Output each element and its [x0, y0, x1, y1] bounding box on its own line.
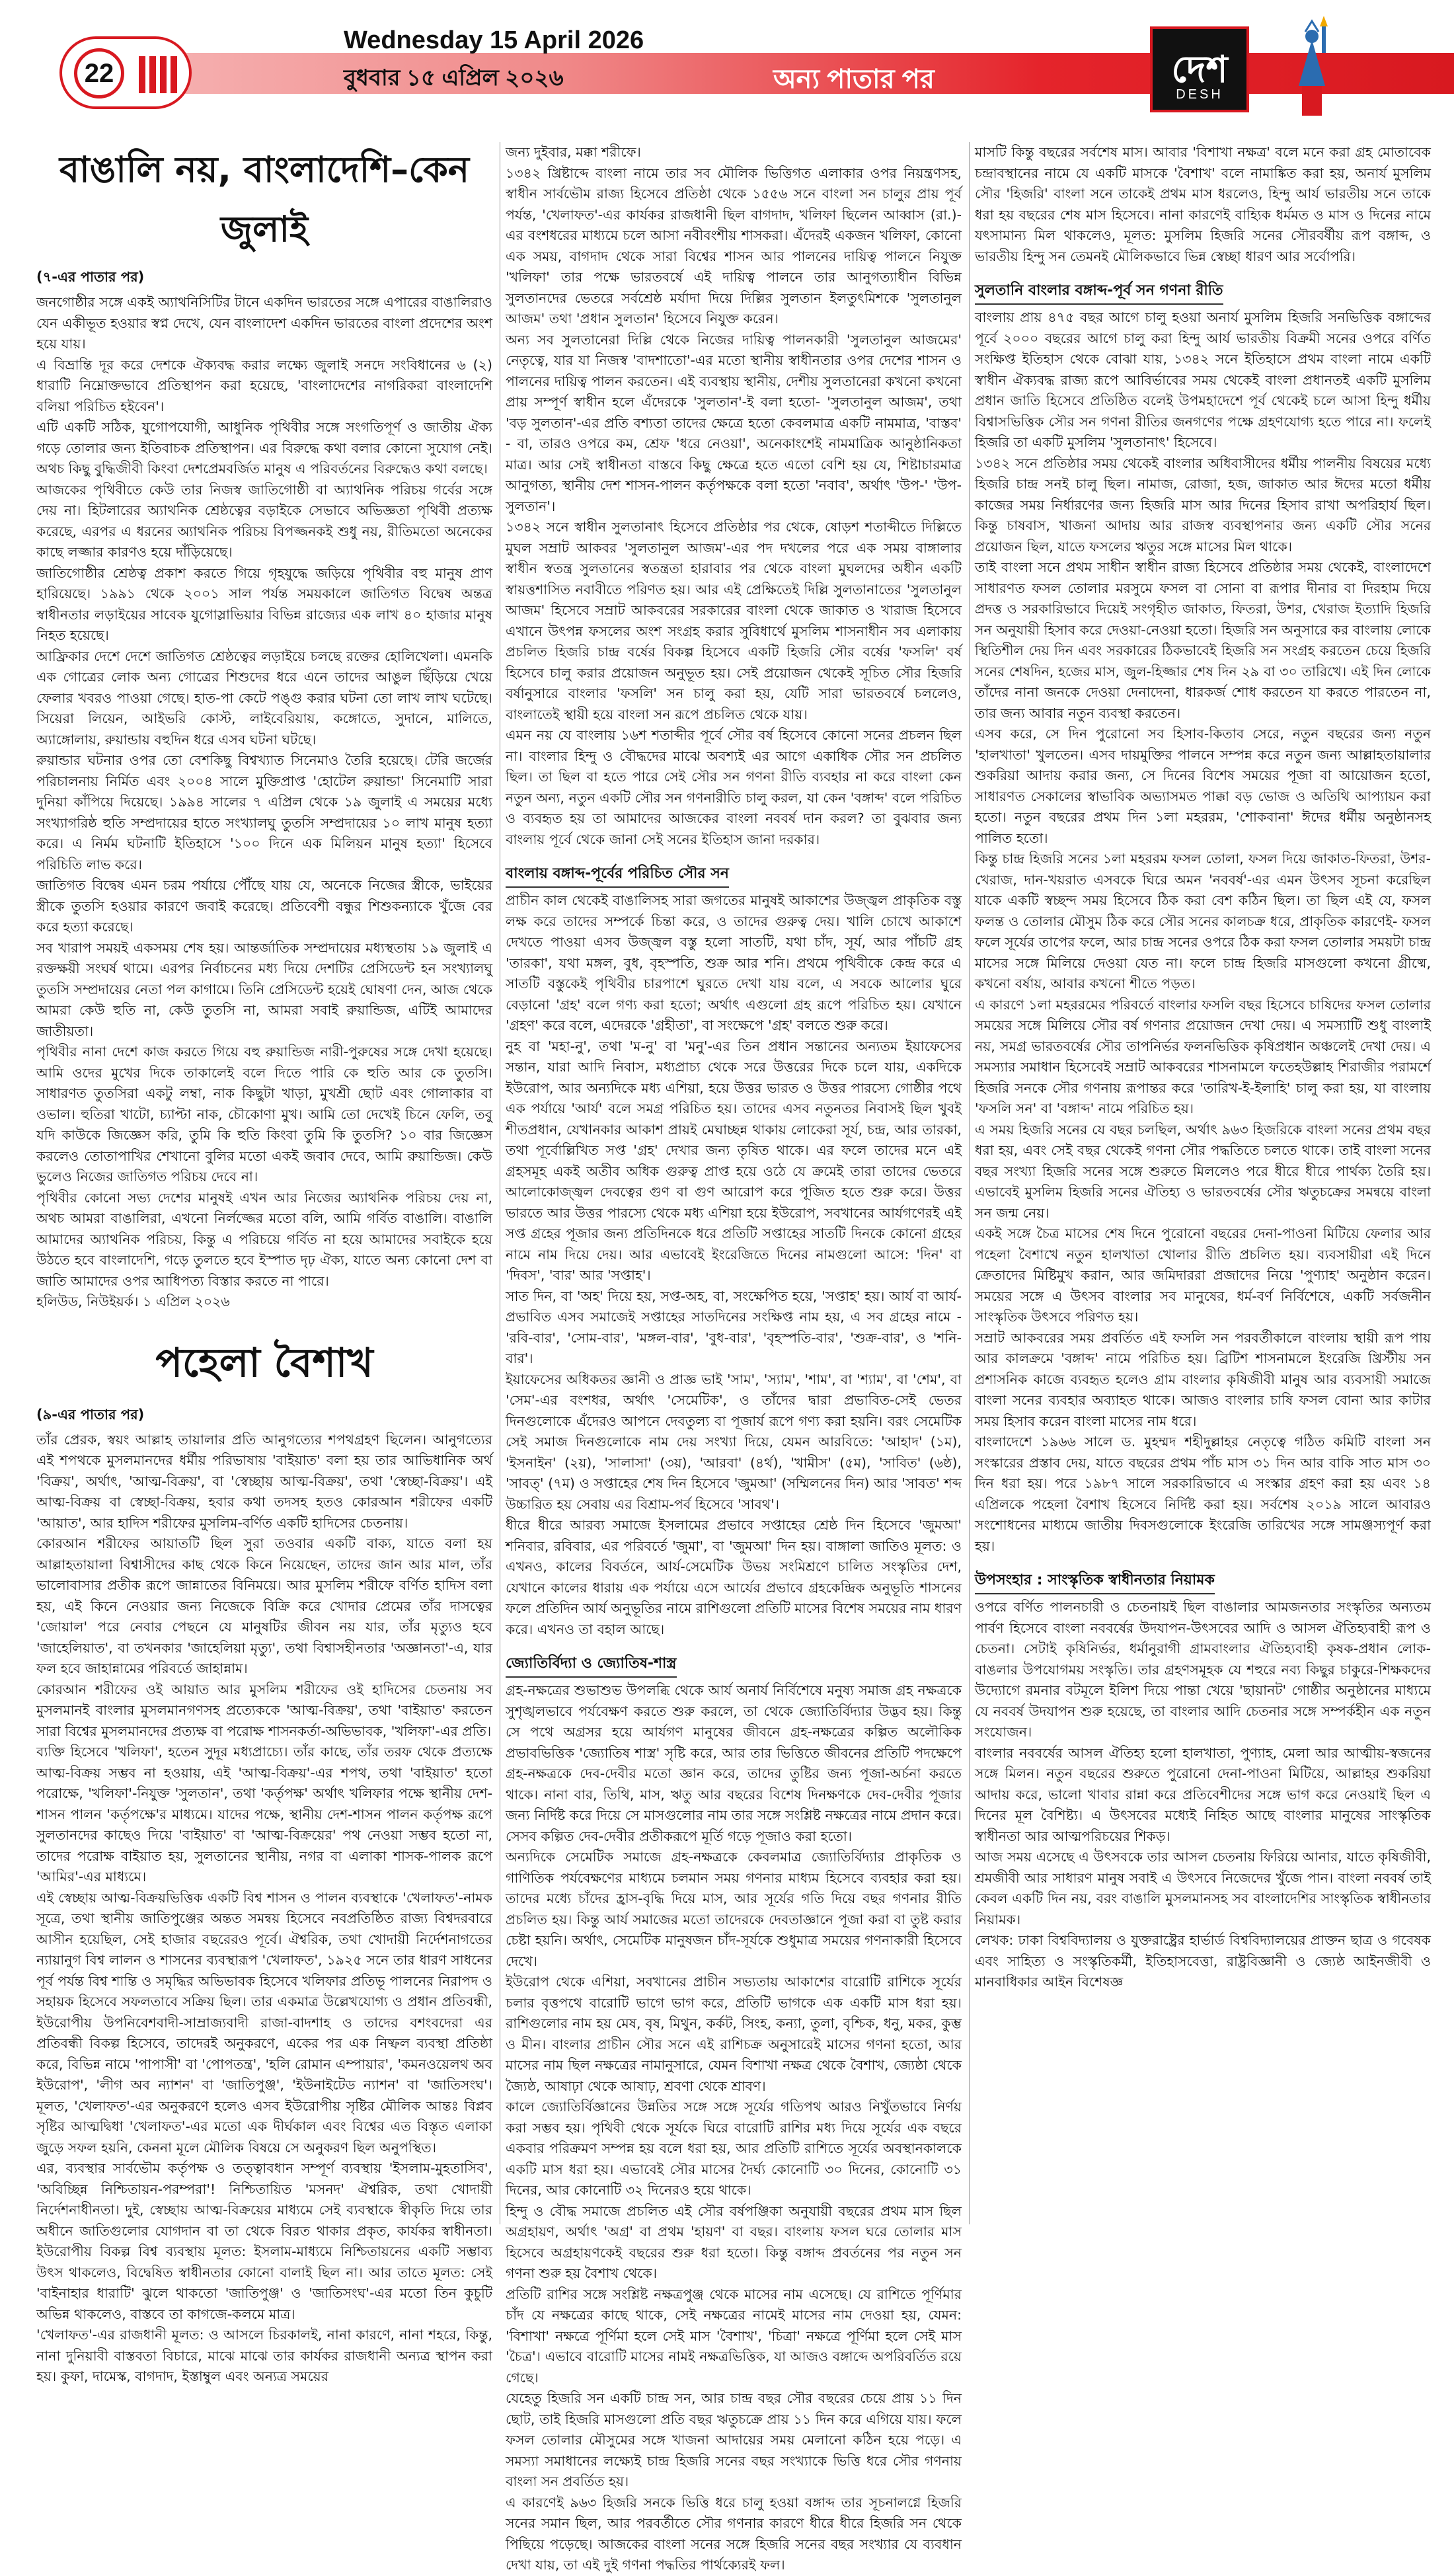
paragraph: পৃথিবীর কোনো সভ্য দেশের মানুষই এখন আর নিজের অ্যাথনিক পরিচয় দেয় না, অথচ আমরা বাঙালিরা, এখনো নির্লজ্জের মতো বলি, আমি গর্বিত বাঙালি। বাঙালি আমাদের অ্যাথনিক পরিচয়, কিন্তু এ পরিচয়ে গর্বিত না হয়ে আমাদের সবাইকে হয়ে উঠতে হবে বাংলাদেশি, গড়ে তুলতে হবে ইস্পাত দৃঢ় ঐক্য, যাতে অন্য কোনো দেশ বা জাতি আমাদের ওপর আধিপত্য বিস্তার করতে না পারে। — [36, 1189, 492, 1289]
paragraph: তাই বাংলা সনে প্রথম সাধীন স্বাধীন রাজ্য হিসেবে প্রতিষ্ঠার সময় থেকেই, বাংলাদেশে সাধারণত ফসল তোলার মরসুমে ফসল বা সোনা বা রূপার দীনার বা দিরহাম দিয়ে প্রদত্ত ও সরকারিভাবে দিয়েই সংগৃহীত জাকাত, ফিতরা, উশর, খেরাজ ইত্যাদি হিজরি সন অনুযায়ী হিসাব করে দেওয়া-নেওয়া হতো। হিজরি সন অনুসারে কর বাংলায় লোকে স্থিতিশীল দেয় দিন এবং সরকারের ঠিকভাবেই হিজরি সন সংগ্রহ করতেন চেয়ে হিজরি সনের শেষদিন, হজের মাস, জুল-হিজ্জার শেষ দিন ২৯ বা ৩০ তারিখে। এই দিন লোকে তাঁদের নানা জনকে দেওয়া দেনাদেনা, ধারকর্জ শোধ করতেন যা করতে পারতেন না, তার জন্য আবার নতুন ব্যবস্থা করতেন। — [975, 559, 1431, 721]
paragraph: ব্যক্তি হিসেবে 'খলিফা', হতেন সুদূর মধ্যপ্রাচ্যে। তাঁর কাছে, তাঁর তরফ থেকে প্রত্যক্ষে আত্ম-বিক্রয় সম্ভব না হওয়ায়, এই 'আত্ম-বিক্রয়'-এর শপথ, তথা 'বাইয়াত' হতো পরোক্ষে, 'খলিফা'-নিযুক্ত 'সুলতান', তথা 'কর্তৃপক্ষ' অর্থাৎ খলিফার পক্ষে স্থানীয় দেশ-শাসন পালন 'কর্তৃপক্ষে'র মাধ্যমে। যাদের পক্ষে, স্থানীয় দেশ-শাসন পালন কর্তৃপক্ষ রূপে সুলতানদের কাছেও দিয়ে 'বাইয়াত' বা 'আত্ম-বিক্রয়ের' পথ নেওয়া সম্ভব হতো না, তাদের পরোক্ষ বাইয়াত হয়, সুলতানের স্থানীয়, নগর বা এলাকা শাসক-পালক রূপে 'আমির'-এর মাধ্যমে। — [36, 1744, 492, 1885]
paragraph: একই সঙ্গে চৈত্র মাসের শেষ দিনে পুরোনো বছরের দেনা-পাওনা মিটিয়ে ফেলার আর পহেলা বৈশাখে নতুন হালখাতা খোলার রীতি প্রচলিত হয়। ব্যবসায়ীরা এই দিনে ক্রেতাদের মিষ্টিমুখ করান, আর জমিদাররা প্রজাদের নিয়ে 'পুণ্যাহ' অনুষ্ঠান করেন। সময়ের সঙ্গে এ উৎসব বাংলার সব মানুষের, ধর্ম-বর্ণ নির্বিশেষে, একটি সর্বজনীন সাংস্কৃতিক উৎসবে পরিণত হয়। — [975, 1226, 1431, 1325]
paragraph: কালে জ্যোতির্বিজ্ঞানের উন্নতির সঙ্গে সঙ্গে সূর্যের গতিপথ আরও নিখুঁতভাবে নির্ণয় করা সম্ভব হয়। পৃথিবী থেকে সূর্যকে ঘিরে বারোটি রাশির মধ্য দিয়ে সূর্যের এক বছরে একবার পরিক্রমণ সম্পন্ন হয় বলে ধরা হয়, আর প্রতিটি রাশিতে সূর্যের অবস্থানকালকে একটি মাস ধরা হয়। এভাবেই সৌর মাসের দৈর্ঘ্য কোনোটি ৩০ দিনের, কোনোটি ৩১ দিনের, আর কোনোটি ৩২ দিনেরও হয়ে থাকে। — [506, 2099, 962, 2198]
paragraph: জাতিগত বিদ্বেষ এমন চরম পর্যায়ে পৌঁছে যায় যে, অনেকে নিজের স্ত্রীকে, ভাইয়ের স্ত্রীকে তুতসি হওয়ার কারণে জবাই করেছে। প্রতিবেশী বন্ধুর শিশুকন্যাকে খুঁজে বের করে হত্যা করেছে। — [36, 877, 492, 935]
subheading: জ্যোতির্বিদ্যা ও জ্যোতিষ-শাস্ত্র — [506, 1652, 677, 1678]
page-number-badge — [59, 36, 192, 109]
paragraph: বাংলার নববর্ষের আসল ঐতিহ্য হলো হালখাতা, পুণ্যাহ, মেলা আর আত্মীয়-স্বজনের সঙ্গে মিলন। নতুন বছরের শুরুতে পুরোনো দেনা-পাওনা মিটিয়ে, আল্লাহর শুকরিয়া আদায় করে, ভালো খাবার রান্না করে প্রতিবেশীদের সঙ্গে ভাগ করে নেওয়াই ছিল এ দিনের মূল বৈশিষ্ট্য। এ উৎসবের মধ্যেই নিহিত আছে বাংলার মানুষের সাংস্কৃতিক স্বাধীনতা আর আত্মপরিচয়ের শিকড়। — [975, 1744, 1431, 1844]
paragraph: কোরআন শরীফের আয়াতটি ছিল সুরা তওবার একটি বাক্য, যাতে বলা হয় আল্লাহতায়ালা বিশ্বাসীদের কাছ থেকে কিনে নিয়েছেন, তাদের জান আর মাল, তাঁর ভালোবাসার প্রতীক রূপে জান্নাতের বিনিময়ে। আর মুসলিম শরীফে বর্ণিত হাদিস বলা হয়, এই কিনে নেওয়ার জন্য নিজেকে বিক্রি করে খোদার প্রেমের তাঁর দাসত্বের 'জোয়াল' পরে নেবার পেছনে যে মানুষটির জীবন নয় যার, তাঁর মৃত্যুও হবে 'জাহেলিয়াত', বা তখনকার 'জাহেলিয়া মৃত্যু', তথা বিশ্বাসহীনতার 'অজ্ঞানতা'-এ, যার ফল হবে জাহান্নামের পরিবর্তে জাহান্নাম। — [36, 1536, 492, 1676]
paragraph: এর, ব্যবস্থার সার্বভৌম কর্তৃপক্ষ ও তত্ত্বাবধান সম্পূর্ণ ব্যবস্থায় 'ইসলাম-মুহতাসিব', 'অবিচ্ছিন্ন নিশ্চিতায়ন-পরম্পরা'! নিশ্চিতায়িত 'মসনদ' ঐশ্বরিক, তথা খোদায়ী নির্দেশনাধীনতা। দুই, স্বেচ্ছায় আত্ম-বিক্রয়ের মাধ্যমে সেই ব্যবস্থাকে স্বীকৃতি দিয়ে তার অধীনে জাতিগুলোর যোগদান বা তা থেকে বিরত থাকার প্রকৃত, কার্যকর স্বাধীনতা। ইউরোপীয় বিকল্প বিশ্ব ব্যবস্থায় মূলত: ইসলাম-মাধ্যমে নিশ্চিতায়নের একটি সম্ভাব্য উৎস থাকলেও, বিদ্বেষিত স্বাধীনতার কোনো বালাই ছিল না। আর তাতে মূলত: সেই 'বাইনাহার ধারাটি' ঝুলে থাকতো 'জাতিপুঞ্জ' ও 'জাতিসংঘ'-এর মতো তিন কুচুটি অভিন্ন থাকলেও, বাস্তবে তা কাগজে-কলমে মাত্র। — [36, 2160, 492, 2322]
article1-headline: বাঙালি নয়, বাংলাদেশি–কেন জুলাই — [59, 149, 470, 250]
paragraph: জাতিগোষ্ঠীর শ্রেষ্ঠত্ব প্রকাশ করতে গিয়ে গৃহযুদ্ধে জড়িয়ে পৃথিবীর বহু মানুষ প্রাণ হারিয়েছে। ১৯৯১ থেকে ২০০১ সাল পর্যন্ত সময়কালে জাতিগত বিদ্বেষ অন্তত্র স্বাধীনতার লড়াইয়ের সাবেক যুগোস্লাভিয়ার বিভিন্ন রাজ্যের এক লাখ ৪০ হাজার মানুষ নিহত হয়েছে। — [36, 565, 492, 643]
statue-of-liberty-icon — [1276, 13, 1348, 119]
section-title: অন্য পাতার পর — [773, 65, 935, 94]
paragraph: এ কারণে ১লা মহররমের পরিবর্তে বাংলার ফসলি বছর হিসেবে চাষিদের ফসল তোলার সময়ের সঙ্গে মিলিয়ে সৌর বর্ষ গণনার প্রয়োজন দেখা দেয়। এ সমস্যাটি শুধু বাংলাই নয়, সমগ্র ভারতবর্ষের সৌর তাপনির্ভর ফলনভিত্তিক কৃষিপ্রধান অঞ্চলেই দেখা দেয়। এ সমস্যার সমাধান হিসেবেই সম্রাট আকবরের শাসনামলে ফতেহউল্লাহ শিরাজীর পরামর্শে হিজরি সনকে সৌর গণনায় রূপান্তর করে 'তারিখ-ই-ইলাহি' চালু করা হয়, যা বাংলায় 'ফসলি সন' বা 'বঙ্গাব্দ' নামে পরিচিত হয়। — [975, 996, 1431, 1116]
logo-main-text: দেশ — [1171, 48, 1228, 90]
column-1 — [36, 142, 492, 2384]
column-2 — [506, 142, 962, 2573]
paragraph: ১৩৪২ সনে প্রতিষ্ঠার সময় থেকেই বাংলার অধিবাসীদের ধর্মীয় পালনীয় বিষয়ের মধ্যে হিজরি চান্দ্র সনই চালু ছিল। নামাজ, রোজা, হজ, জাকাত আর ঈদের মতো ধর্মীয় কাজের সময় নির্ধারণের জন্য হিজরি মাস আর দিনের হিসাব রাখা অপরিহার্য ছিল। কিন্তু চাষবাস, খাজনা আদায় আর রাজস্ব ব্যবস্থাপনার জন্য একটি সৌর সনের প্রয়োজন ছিল, যাতে ফসলের ঋতুর সঙ্গে মাসের মিল থাকে। — [975, 455, 1431, 555]
paragraph: জনগোষ্ঠীর সঙ্গে একই অ্যাথনিসিটির টানে একদিন ভারতের সঙ্গে এপারের বাঙালিরাও যেন একীভূত হওয়ার স্বপ্ন দেখে, যেন বাংলাদেশ একদিন ভারতের বাংলা প্রদেশের অংশ হয়ে যায়। — [36, 294, 492, 352]
paragraph: সাত দিন, বা 'অহ' দিয়ে হয়, সপ্ত-অহ, বা, সংক্ষেপিত হয়ে, 'সপ্তাহ' হয়। আর্য বা আর্য-প্রভাবিত এসব সমাজেই সপ্তাহের সাতদিনের সংক্ষিপ্ত নাম হয়, এ সব গ্রহের নামে - 'রবি-বার', 'সোম-বার', 'মঙ্গল-বার', 'বুধ-বার', 'বৃহস্পতি-বার', 'শুক্র-বার', ও 'শনি-বার'। — [506, 1288, 962, 1366]
paragraph: অন্যদিকে সেমেটিক সমাজে গ্রহ-নক্ষত্রকে কেবলমাত্র জ্যোতির্বিদ্যার প্রাকৃতিক ও গাণিতিক পর্যবেক্ষণের মাধ্যমে চলমান সময় গণনার মাধ্যম হিসেবে ব্যবহার করা হয়। তাদের মধ্যে চাঁদের হ্রাস-বৃদ্ধি দিয়ে মাস, আর সূর্যের গতি দিয়ে বছর গণনার রীতি প্রচলিত হয়। কিন্তু আর্য সমাজের মতো তাদেরকে দেবতাজ্ঞানে পূজা করা বা তুষ্ট করার চেষ্টা হয়নি। অর্থাৎ, সেমেটিক মানুষজন চাঁদ-সূর্যকে শুধুমাত্র সময়ের গণনাকারী হিসেবে দেখে। — [506, 1849, 962, 1969]
article1-dateline: হলিউড, নিউইয়র্ক। ১ এপ্রিল ২০২৬ — [36, 1294, 230, 1309]
paragraph: আজ সময় এসেছে এ উৎসবকে তার আসল চেতনায় ফিরিয়ে আনার, যাতে কৃষিজীবী, শ্রমজীবী আর সাধারণ মানুষ সবাই এ উৎসবে নিজেদের খুঁজে পান। বাংলা নববর্ষ তাই কেবল একটি দিন নয়, বরং বাঙালি মুসলমানসহ সব বাংলাদেশির সাংস্কৃতিক স্বাধীনতার নিয়ামক। — [975, 1849, 1431, 1928]
paragraph: এ বিভ্রান্তি দূর করে দেশকে ঐক্যবদ্ধ করার লক্ষ্যে জুলাই সনদে সংবিধানের ৬ (২) ধারাটি নিম্নোক্তভাবে প্রতিস্থাপন করা হয়েছে, 'বাংলাদেশের নাগরিকরা বাংলাদেশি বলিয়া পরিচিত হইবেন'। — [36, 356, 492, 414]
paragraph: ইউরোপ থেকে এশিয়া, সবখানের প্রাচীন সভ্যতায় আকাশের বারোটি রাশিকে সূর্যের চলার বৃত্তপথে বারোটি ভাগে ভাগ করে, প্রতিটি ভাগকে এক একটি মাস ধরা হয়। রাশিগুলোর নাম হয় মেষ, বৃষ, মিথুন, কর্কট, সিংহ, কন্যা, তুলা, বৃশ্চিক, ধনু, মকর, কুম্ভ ও মীন। বাংলার প্রাচীন সৌর সনে এই রাশিচক্র অনুসারেই মাসের গণনা হতো, আর মাসের নাম ছিল নক্ষত্রের নামানুসারে, যেমন বিশাখা নক্ষত্র থেকে বৈশাখ, জ্যেষ্ঠা থেকে জ্যৈষ্ঠ, আষাঢ়া থেকে আষাঢ়, শ্রবণা থেকে শ্রাবণ। — [506, 1974, 962, 2094]
article2-continuation: (৯-এর পাতার পর) — [36, 1406, 145, 1423]
paragraph: গ্রহ-নক্ষত্রের শুভাশুভ উপলব্ধি থেকে আর্য অনার্য নির্বিশেষে মনুষ্য সমাজ গ্রহ নক্ষত্রকে সুশৃঙ্খলভাবে পর্যবেক্ষণ করতে শুরু করলে, তা থেকে জ্যোতির্বিদ্যার উদ্ভব হয়। কিন্তু সে পথে অগ্রসর হয়ে আর্যগণ মানুষের জীবনে গ্রহ-নক্ষত্রের কল্পিত অলৌকিক প্রভাবভিত্তিক 'জ্যোতিষ শাস্ত্র' সৃষ্টি করে, আর তার ভিত্তিতে জীবনের প্রতিটি পদক্ষেপে গ্রহ-নক্ষত্রকে দেব-দেবীর মতো জ্ঞান করে, তাদের তুষ্টির জন্য পূজা-অর্চনা করতে থাকে। নানা বার, তিথি, মাস, ঋতু আর বছরের বিশেষ দিনক্ষণকে দেব-দেবীর পূজার জন্য নির্দিষ্ট করে দিয়ে সে মাসগুলোর নাম তার সঙ্গে সংশ্লিষ্ট নক্ষত্রের নামে প্রদান করে। সেসব কল্পিত দেব-দেবীর প্রতীকরূপে মূর্তি গড়ে পূজাও করা হতো। — [506, 1682, 962, 1844]
paragraph: পৃথিবীর নানা দেশে কাজ করতে গিয়ে বহু রুয়ান্ডিজ নারী-পুরুষের সঙ্গে দেখা হয়েছে। আমি ওদের মুখের দিকে তাকালেই বলে দিতে পারি কে হুতি আর কে তুতসি। সাধারণত তুতসিরা একটু লম্বা, নাক কিছুটা খাড়া, মুখশ্রী ছোট এবং গোলাকার বা ওভাল। হুতিরা খাটো, চ্যাপ্টা নাক, চৌকোণা মুখ। আমি তো দেখেই চিনে ফেলি, তবু যদি কাউকে জিজ্ঞেস করি, তুমি কি হুতি কিংবা তুমি কি তুতসি? ১০ বার জিজ্ঞেস করলেও তোতাপাখির শেখানো বুলির মতো একই জবাব দেবে, আমি রুয়ান্ডিজ। কেউ ভুলেও নিজের জাতিগত পরিচয় দেবে না। — [36, 1044, 492, 1185]
paragraph: মাসটি কিন্তু বছরের সর্বশেষ মাস। আবার 'বিশাখা নক্ষত্র' বলে মনে করা গ্রহ মোতাবেক চন্দ্রাবস্থানের নামে যে একটি মাসকে 'বৈশাখ' বলে নামাঙ্কিত করা হয়, অনার্য মুসলিম সৌর 'হিজরি' বাংলা সনে তাকেই প্রথম মাস ধরলেও, হিন্দু আর্য ভারতীয় সনে তাকে ধরা হয় বছরের শেষ মাস হিসেবে। নানা কারণেই বাহ্যিক ধর্মমত ও মাস ও দিনের নামে যৎসামান্য মিল থাকলেও, মূলত: মুসলিম হিজরি সনের সৌরবর্ষীয় রূপ বঙ্গাব্দ, ও ভারতীয় হিন্দু সন তেমনই মৌলিকভাবে ভিন্ন স্বেচ্ছা ধারণ আর সর্বোপরি। — [975, 144, 1431, 264]
column-3 — [975, 142, 1431, 2224]
paragraph: রুয়ান্ডার ঘটনার ওপর তো বেশকিছু বিশ্বখ্যাত সিনেমাও তৈরি হয়েছে। টেরি জর্জের পরিচালনায় নির্মিত এবং ২০০৪ সালে মুক্তিপ্রাপ্ত 'হোটেল রুয়ান্ডা' সিনেমাটি সারা দুনিয়া কাঁপিয়ে দিয়েছে। ১৯৯৪ সালের ৭ এপ্রিল থেকে ১৯ জুলাই এ সময়ের মধ্যে সংখ্যাগরিষ্ঠ হুতি সম্প্রদায়ের হাতে সংখ্যালঘু তুতসি সম্প্রদায়ের ১০ লাখ মানুষ হত্যা করে। এ নির্মম ঘটনাটি ইতিহাসে '১০০ দিনে এক মিলিয়ন মানুষ হত্যা' হিসেবে পরিচিতি লাভ করে। — [36, 752, 492, 873]
page-number: 22 — [74, 48, 124, 98]
columns-icon — [139, 56, 178, 93]
page-header — [0, 0, 1454, 126]
logo-sub-text: DESH — [1176, 87, 1223, 102]
paragraph: এই স্বেচ্ছায় আত্ম-বিক্রয়ভিত্তিক একটি বিশ্ব শাসন ও পালন ব্যবস্থাকে 'খেলাফত'-নামক সূত্রে, তথা স্থানীয় জাতিপুঞ্জের অন্তত সমন্বয় হিসেবে নবপ্রতিষ্ঠিত রাজ্য বিশ্বদরবারে আসীন হয়েছিল, সেই হাজার বছরেরও পূর্বে। ঐশ্বরিক, তথা খোদায়ী নির্দেশনাগতের ন্যায়ানুগ বিশ্ব লালন ও শাসনের ব্যবস্থারূপ 'খেলাফত', ১৯২৫ সনে তার ধারণ সাধনের পূর্ব পর্যন্ত বিশ্ব শান্তি ও সমৃদ্ধির অভিভাবক হিসেবে খলিফার প্রতিভূ পালনের নিরাপদ ও সহায়ক হিসেবে সফলতাবে সক্রিয় ছিল। তার একমাত্র উল্লেখযোগ্য ও প্রধান প্রতিবন্ধী, ইউরোপীয় উপনিবেশবাদী-সাম্রাজ্যবাদী রাজা-বাদশাহ ও তাদের বশংবদেরা এর প্রতিবন্ধী বিকল্প হিসেবে, তাদেরই অনুকরণে, একের পর এক নিষ্ফল ব্যবস্থা প্রতিষ্ঠা করে, বিভিন্ন নামে 'পাপাসী' বা 'পোপতন্ত্র', 'হলি রোমান এম্পায়ার', 'কমনওয়েলথ অব ইউরোপ', 'লীগ অব ন্যাশন' বা 'জাতিপুঞ্জ', 'ইউনাইটেড ন্যাশন' বা 'জাতিসংঘ'। মূলত, 'খেলাফত'-এর অনুকরণে হলেও এসব ইউরোপীয় সৃষ্টির মৌলিক আন্তঃ বিপ্লব সৃষ্টির আত্মদ্বিধা 'খেলাফত'-এর মতো এক দীর্ঘকাল এবং বিশ্বের এত বিস্তৃত এলাকা জুড়ে সফল হয়নি, কেননা মূলে মৌলিক বিষয়ে সে অনুকরণ ছিল অনুপস্থিত। — [36, 1889, 492, 2156]
paragraph: অন্য সব সুলতানেরা দিল্লি থেকে নিজের দায়িত্ব পালনকারী 'সুলতানুল আজমের' নেতৃত্বে, যার যা নিজস্ব 'বাদশাতো'-এর মতো স্থানীয় স্বাধীনতার ওপর দেশের শাসন ও পালনের দায়িত্ব পালন করতেন। এই ব্যবস্থায় স্থানীয়, দেশীয় সুলতানেরা কখনো কখনো প্রায় সম্পূর্ণ স্বাধীন হলে এঁদেরকে 'সুলতান'-ই বলা হতো- 'সুলতানুল আজম', তথা 'বড় সুলতান'-এর প্রতি বশ্যতা তাদের ক্ষেত্রে হতো কেবলমাত্র একটি নামমাত্র, 'বাস্তব' - বা, তারও ওপরে কম, শ্রেফ 'ধরে নেওয়া', অনেকাংশেই নামমাত্রিক আনুষ্ঠানিকতা মাত্র। আর সেই স্বাধীনতা বাস্তবে কিছু ক্ষেত্রে হতে এতো বেশি হয় যে, শিষ্টাচারমাত্র আনুগত্য, স্থানীয় দেশ শাসন-পালন কর্তৃপক্ষকে বলা হতো 'নবাব', অর্থাৎ 'উপ-' 'উপ-সুলতান'। — [506, 331, 962, 514]
paragraph: জন্য দুইবার, মক্কা শরীফে। — [506, 144, 641, 160]
paragraph: সব খারাপ সময়ই একসময় শেষ হয়। আন্তর্জাতিক সম্প্রদায়ের মধ্যস্থতায় ১৯ জুলাই এ রক্তক্ষয়ী সংঘর্ষ থামে। এরপর নির্বাচনের মধ্য দিয়ে দেশটির প্রেসিডেন্ট হন সংখ্যালঘু তুতসি সম্প্রদায়ের নেতা পল কাগামে। তিনি প্রেসিডেন্ট হয়েই ঘোষণা দেন, আজ থেকে আমরা কেউ হুতি না, কেউ তুতসি না, আমরা সবাই রুয়ান্ডিজ, এটিই আমাদের জাতীয়তা। — [36, 939, 492, 1039]
paragraph: প্রতিটি রাশির সঙ্গে সংশ্লিষ্ট নক্ষত্রপুঞ্জ থেকে মাসের নাম এসেছে। যে রাশিতে পূর্ণিমার চাঁদ যে নক্ষত্রের কাছে থাকে, সেই নক্ষত্রের নামেই মাসের নাম দেওয়া হয়, যেমন: 'বিশাখা' নক্ষত্রে পূর্ণিমা হলে সেই মাস 'বৈশাখ', 'চিত্রা' নক্ষত্রে পূর্ণিমা হলে সেই মাস 'চৈত্র'। এভাবে বারোটি মাসের নামই নক্ষত্রভিত্তিক, যা আজও বঙ্গাব্দে অপরিবর্তিত রয়ে গেছে। — [506, 2286, 962, 2386]
article2-headline: পহেলা বৈশাখ — [155, 1339, 373, 1386]
paragraph: সম্রাট আকবরের সময় প্রবর্তিত এই ফসলি সন পরবর্তীকালে বাংলায় স্থায়ী রূপ পায় আর কালক্রমে 'বঙ্গাব্দ' নামে পরিচিত হয়। ব্রিটিশ শাসনামলে ইংরেজি খ্রিস্টীয় সন প্রশাসনিক কাজে ব্যবহৃত হলেও গ্রাম বাংলার কৃষিজীবী মানুষ আর ব্যবসায়ী সমাজে বাংলা সনের ব্যবহার অব্যাহত থাকে। আজও বাংলার চাষি ফসল বোনা আর কাটার সময় হিসাব করেন বাংলা মাসের নাম ধরে। — [975, 1329, 1431, 1429]
paragraph: 'খেলাফত'-এর রাজধানী মূলত: ও আসলে চিরকালই, নানা কারণে, নানা শহরে, কিন্তু, নানা দুনিয়াবী বাস্তবতা বিচারে, মাঝে মাঝে তার কার্যকর রাজধানী অন্যত্র স্থাপন করা হয়। কুফা, দামেস্ক, বাগদাদ, ইস্তাম্বুল এবং অন্যত্র সময়ের — [36, 2327, 492, 2384]
paragraph: কোরআন শরীফের ওই আয়াত আর মুসলিম শরীফের ওই হাদিসের চেতনায় সব মুসলমানই বাংলার মুসলমানগণসহ প্রত্যেককে 'আত্ম-বিক্রয়', তথা 'বাইয়াত' করতেন সারা বিশ্বের মুসলমানদের প্রত্যক্ষ বা পরোক্ষ শাসনকর্তা-অভিভাবক, 'খলিফা'-এর প্রতি। — [36, 1681, 492, 1739]
paragraph: এ সময় হিজরি সনের যে বছর চলছিল, অর্থাৎ ৯৬৩ হিজরিকে বাংলা সনের প্রথম বছর ধরা হয়, এবং সেই বছর থেকেই গণনা সৌর পদ্ধতিতে চলতে থাকে। তাই বাংলা সনের বছর সংখ্যা হিজরি সনের সঙ্গে শুরুতে মিললেও পরে ধীরে ধীরে পার্থক্য তৈরি হয়। এভাবেই মুসলিম হিজরি সনের ঐতিহ্য ও ভারতবর্ষের সৌর ঋতুচক্রের সমন্বয়ে বাংলা সন জন্ম নেয়। — [975, 1121, 1431, 1221]
paragraph: এসব করে, সে দিন পুরোনো সব হিসাব-কিতাব সেরে, নতুন বছরের জন্য নতুন 'হালখাতা' খুলতেন। এসব দায়মুক্তির পালনে সম্পন্ন করে নতুন জন্য আল্লাহতায়ালার শুকরিয়া আদায় করার জন্য, সে দিনের বিশেষ সময়ের পূজা বা আয়োজন হতো, সাধারণত সেকালের স্বাভাবিক অভ্যাসমত পাক্কা বড় ভোজ ও অতিথি আপ্যায়ন করা হতো। নতুন বছরের প্রথম দিন ১লা মহররম, 'শোকবানা' ঈদের ধর্মীয় অনুষ্ঠানসহ পালিত হতো। — [975, 726, 1431, 846]
paragraph: এমন নয় যে বাংলায় ১৬শ শতাব্দীর পূর্বে সৌর বর্ষ হিসেবে কোনো সনের প্রচলন ছিল না। বাংলার হিন্দু ও বৌদ্ধদের মাঝে অবশ্যই এর আগে একাধিক সৌর সন প্রচলিত ছিল। তা ছিল বা হতে পারে সেই সৌর সন গণনা রীতি ব্যবহার না করে বাংলা কেন নতুন অন্য, নতুন একটি সৌর সন গণনারীতি চালু করল, যা কেন 'বঙ্গাব্দ' বলে পরিচিত ও ব্যবহৃত হয় তা আমাদের আজকের বাংলা নববর্ষ দান করল? তা বুঝবার জন্য বাংলায় পূর্বে থেকে জানা সেই সনের ইতিহাস জানা দরকার। — [506, 727, 962, 847]
paragraph: প্রাচীন কাল থেকেই বাঙালিসহ সারা জগতের মানুষই আকাশের উজ্জ্বল প্রাকৃতিক বস্তু লক্ষ করে তাদের সম্পর্কে চিন্তা করে, ও তাদের গুরুত্ব দেয়। খালি চোখে আকাশে দেখতে পাওয়া এসব উজ্জ্বল বস্তু হলো সাতটি, যথা চাঁদ, সূর্য, আর পাঁচটি গ্রহ 'তারকা', যথা মঙ্গল, বুধ, বৃহস্পতি, শুক্র আর শনি। প্রথমে পৃথিবীকে কেন্দ্র করে এ সাতটি বস্তুকেই পৃথিবীর চারপাশে ঘুরতে দেখা যায় বলে, এ সবকে আলোর ঘুরে বেড়ানো 'গ্রহ' বলে গণ্য করা হতো; অর্থাৎ এগুলো গ্রহ রূপে পরিচিত হয়। যেখানে 'গ্রহণ' করে বলে, এদেরকে 'গ্রহীতা', বা সংক্ষেপে 'গ্রহ' বলতে শুরু করে। — [506, 892, 962, 1033]
paragraph: আফ্রিকার দেশে দেশে জাতিগত শ্রেষ্ঠত্বের লড়াইয়ে চলছে রক্তের হোলিখেলা। এমনকি এক গোত্রের লোক অন্য গোত্রের শিশুদের ধরে এনে তাদের আঙুল ছিঁড়িয়ে খেয়ে ফেলার খবরও পাওয়া গেছে। হাত-পা কেটে পঙ্গু করার ঘটনা তো লাখ লাখ ঘটেছে। সিয়েরা লিয়েন, আইভরি কোস্ট, লাইবেরিয়ায়, কঙ্গোতে, সুদানে, মালিতে, অ্যাঙ্গোলায়, রুয়ান্ডায় বহুদিন ধরে এসব ঘটনা ঘটছে। — [36, 648, 492, 748]
desh-logo — [1150, 26, 1249, 112]
paragraph: ১৩৪২ খ্রিষ্টাব্দে বাংলা নামে তার সব মৌলিক ভিত্তিগত এলাকার ওপর নিয়ন্ত্রণসহ, স্বাধীন সার্বভৌম রাজ্য হিসেবে প্রতিষ্ঠা থেকে ১৫৫৬ সনে বাংলা সন চালুর প্রায় পূর্ব পর্যন্ত, 'খেলাফত'-এর কার্যকর রাজধানী ছিল বাগদাদ, খলিফা ছিলেন আব্বাস (রা.)-এর বংশধরের মাধ্যমে চলে আসা নবীবংশীয় শাসকরা। এঁদেরই একজন খলিফা, কোনো এক সময়, বাগদাদ থেকে সারা বিশ্বের শাসন আর পালনের দায়িত্ব পালনে নিযুক্ত 'খলিফা' তার পক্ষে ভারতবর্ষে এই দায়িত্ব পালনে তার আনুগত্যাধীন বিভিন্ন সুলতানদের ভেতরে সর্বশ্রেষ্ঠ মর্যাদা দিয়ে দিল্লির সুলতান ইলতুৎমিশকে 'সুলতানুল আজম' তথা 'প্রধান সুলতান' হিসেবে নিযুক্ত করেন। — [506, 165, 962, 327]
paragraph: বাংলাদেশে ১৯৬৬ সালে ড. মুহম্মদ শহীদুল্লাহর নেতৃত্বে গঠিত কমিটি বাংলা সন সংস্কারের প্রস্তাব দেয়, যাতে বছরের প্রথম পাঁচ মাস ৩১ দিন আর বাকি সাত মাস ৩০ দিন ধরা হয়। পরে ১৯৮৭ সালে সরকারিভাবে এ সংস্কার গ্রহণ করা হয় এবং ১৪ এপ্রিলকে পহেলা বৈশাখ হিসেবে নির্দিষ্ট করা হয়। সর্বশেষ ২০১৯ সালে আবারও সংশোধনের মাধ্যমে জাতীয় দিবসগুলোকে ইংরেজি তারিখের সঙ্গে সামঞ্জস্যপূর্ণ করা হয়। — [975, 1434, 1431, 1554]
paragraph: ধীরে ধীরে আরব্য সমাজে ইসলামের প্রভাবে সপ্তাহের শ্রেষ্ঠ দিন হিসেবে 'জুমআ' শনিবার, রবিবার, এর পরিবর্তে 'জুমা', বা 'জুমআ' দিন হয়। বাঙ্গালা জাতিও মূলত: ও এখনও, কালের বিবর্তনে, আর্য-সেমেটিক উভয় সংমিশ্রণে চালিত সংস্কৃতির দেশ, যেখানে কালের ধারায় এক পর্যায়ে এসে আর্যের প্রভাবে গ্রহকেন্দ্রিক অনুভূতি শাসনের ফলে প্রতিদিন আর্য অনুভূতির নামে রাশিগুলো প্রতিটি মাসের বিশেষ সময়ের নাম ধারণ করে। এখনও তা বহাল আছে। — [506, 1517, 962, 1637]
paragraph: যেহেতু হিজরি সন একটি চান্দ্র সন, আর চান্দ্র বছর সৌর বছরের চেয়ে প্রায় ১১ দিন ছোট, তাই হিজরি মাসগুলো প্রতি বছর ঋতুচক্রে প্রায় ১১ দিন করে এগিয়ে যায়। ফলে ফসল তোলার মৌসুমের সঙ্গে খাজনা আদায়ের সময় মেলানো কঠিন হয়ে পড়ে। এ সমস্যা সমাধানের লক্ষ্যেই চান্দ্র হিজরি সনের বছর সংখ্যাকে ভিত্তি ধরে সৌর গণনায় বাংলা সন প্রবর্তিত হয়। — [506, 2390, 962, 2489]
paragraph: এটি একটি সঠিক, যুগোপযোগী, আধুনিক পৃথিবীর সঙ্গে সংগতিপূর্ণ ও জাতীয় ঐক্য গড়ে তোলার জন্য ইতিবাচক প্রতিস্থাপন। এর বিরুদ্ধে কথা বলার কোনো সুযোগ নেই। অথচ কিছু বুদ্ধিজীবী কিংবা দেশপ্রেমবর্জিত মানুষ এ পরিবর্তনের বিরুদ্ধেও কথা বলছে। — [36, 419, 492, 477]
subheading: সুলতানি বাংলার বঙ্গাব্দ-পূর্ব সন গণনা রীতি — [975, 279, 1223, 305]
paragraph: নুহ বা 'মহা-নু', তথা 'ম-নু' বা 'মনু'-এর তিন প্রধান সন্তানের অন্যতম ইয়াফেসের সন্তান, যারা আদি নিবাস, মধ্যপ্রাচ্য থেকে সরে উত্তরের দিকে চলে যায়, একদিকে ইউরোপ, আর অন্যদিকে মধ্য এশিয়া, হয়ে উত্তর ভারত ও উত্তর পারস্যে গোষ্ঠীর পথে এক পর্যায়ে 'আর্য' বলে সমগ্র পরিচিত হয়। তাদের এসব নতুনতর নিবাসই ছিল খুবই শীতপ্রধান, যেখানকার আকাশ প্রায়ই মেঘাচ্ছন্ন থাকায় লোকেরা সূর্য, চন্দ্র, আর তারকা, তথা পূর্বোল্লিখিত সপ্ত 'গ্রহ' দেখার জন্য তৃষিত থাকে। এর ফলে তাদের মনে এই গ্রহসমূহ একই অতীব অধিক গুরুত্ব প্রাপ্ত হয়ে ওঠে যে ক্রমেই তারা তাদের ভেতরে আলোকোজ্জ্বল দেবত্বের গুণ বা গুণ আরোপ করে পূজিত হতে শুরু করে। উত্তর ভারতে আর উত্তর পারস্যে থেকে মধ্য এশিয়া হয়ে ইউরোপ, সবখানের আর্যগণেরই এই সপ্ত গ্রহের পূজার জন্য প্রতিদিনকে ধরে প্রতিটি সপ্তাহের সাতটি দিনকে কোনো গ্রহের নামে নাম দিয়ে দেয়। আর এভাবেই ইংরেজিতে দিনের নামগুলো আসে: 'দিন' বা 'দিবস', 'বার' আর 'সপ্তাহ'। — [506, 1038, 962, 1283]
date-bangla: বুধবার ১৫ এপ্রিল ২০২৬ — [344, 65, 564, 91]
paragraph: কিন্তু চান্দ্র হিজরি সনের ১লা মহররম ফসল তোলা, ফসল দিয়ে জাকাত-ফিতরা, উশর-খেরাজ, দান-খয়রাত এসবকে ঘিরে অমন 'নববর্ষ'-এর এমন উৎসব সূচনা করেছিল যাকে একটি স্বচ্ছন্দ সময় হিসেবে ঠিক করা বেশ কঠিন ছিল। তা ছিল এই যে, ফসল ফলন্ত ও তোলার মৌসুম ঠিক করে সৌর সনের কালচক্র ধরে, প্রাকৃতিক কারণেই- ফসল ফলে সূর্যের তাপের ফলে, আর চান্দ্র সনের ওপরে ঠিক করা ফসল তোলার সময়টা চান্দ্র মাসের সঙ্গে মিলিয়ে দেওয়া যেত না। ফলে চান্দ্র হিজরি মাসগুলো কখনো গ্রীষ্মে, কখনো বর্ষায়, আবার কখনো শীতে পড়ত। — [975, 851, 1431, 992]
author-byline: লেখক: ঢাকা বিশ্ববিদ্যালয় ও যুক্তরাষ্ট্রের হার্ভার্ড বিশ্ববিদ্যালয়ের প্রাক্তন ছাত্র ও গবেষক এবং সাহিত্য ও সংস্কৃতিকর্মী, ইতিহাসবেত্তা, রাষ্ট্রবিজ্ঞানী ও জ্যেষ্ঠ আইনজীবী ও মানবাধিকার আইন বিশেষজ্ঞ — [975, 1932, 1431, 1990]
column-divider — [969, 142, 970, 2224]
paragraph: ওপরে বর্ণিত পালনচারী ও চেতনায়ই ছিল বাঙালার আমজনতার সংস্কৃতির অন্যতম পার্বণ হিসেবে বাংলা নববর্ষের উদযাপন-উৎসবের আদি ও আসল ঐতিহ্যবাহী রূপ ও চেতনা। সেটাই কৃষিনির্ভর, ধর্মানুরাগী গ্রামবাংলার ঐতিহ্যবাহী কৃষক-প্রধান লোক-বাঙলার উপযোগময় সংস্কৃতি। তার গ্রহণসমূহক যে শহুরে নব্য কিছুর চাকুরে-শিক্ষকদের উদ্যোগে রমনার বটমূলে ইলিশ দিয়ে পান্তা খেয়ে 'ছায়ানট' গোষ্ঠীর অনুষ্ঠানের মাধ্যমে যে নববর্ষ উদযাপন শুরু হয়েছে, তা বাংলার আদি চেতনার সঙ্গে সম্পর্কহীন এক নতুন সংযোজন। — [975, 1599, 1431, 1740]
subheading: বাংলায় বঙ্গাব্দ-পূর্বের পরিচিত সৌর সন — [506, 862, 729, 888]
paragraph: তাঁর প্রেরক, স্বয়ং আল্লাহ তায়ালার প্রতি আনুগত্যের শপথগ্রহণ ছিলেন। আনুগত্যের এই শপথকে মুসলমানদের ধর্মীয় পরিভাষায় 'বাইয়াত' বলা হয় তার আভিধানিক অর্থ 'বিক্রয়', অর্থাৎ, 'আত্ম-বিক্রয়', বা 'স্বেচ্ছায় আত্ম-বিক্রয়', তথা 'স্বেচ্ছা-বিক্রয়'। এই আত্ম-বিক্রয় বা স্বেচ্ছা-বিক্রয়, হবার কথা তদসহ হতও কোরআন শরীফের একটি 'আয়াত', আর হাদিস শরীফের মুসলিম-বর্ণিত একটি হাদিসের চেতনায়। — [36, 1431, 492, 1531]
subheading: উপসংহার : সাংস্কৃতিক স্বাধীনতার নিয়ামক — [975, 1569, 1215, 1594]
paragraph: ১৩৪২ সনে স্বাধীন সুলতানাৎ হিসেবে প্রতিষ্ঠার পর থেকে, ষোড়শ শতাব্দীতে দিল্লিতে মুঘল সম্রাট আকবর 'সুলতানুল আজম'-এর পদ দখলের পরে এক সময় বাঙ্গালার স্বাধীন স্বতন্ত্র সুলতানের স্বতন্ত্রতা হারাবার পর থেকে বাংলা মুঘলদের অধীন একটি স্বায়ত্তশাসিত নবাবীতে পরিণত হয়। আর এই প্রেক্ষিতেই দিল্লি সুলতানাতের 'সুলতানুল আজম' হিসেবে সম্রাট আকবরের সরকারের বাংলা থেকে জাকাত ও খারাজ হিসেবে এখানে উৎপন্ন ফসলের অংশ সংগ্রহ করার সুবিধার্থে মুসলিম শাসনাধীন সব এলাকায় প্রচলিত হিজরি চান্দ্র বর্ষের বিকল্প হিসেবে একটি হিজরি সৌর বর্ষের 'ফসলি' বর্ষ হিসেবে চালু করার প্রয়োজন অনুভূত হয়। সেই প্রয়োজন থেকেই সূচিত সৌর হিজরি বর্ষানুসারে বাংলার 'ফসলি' সন চালু করা হয়, যেটি সারা ভারতবর্ষে চললেও, বাংলাতেই স্থায়ী হয়ে বাংলা সন রূপে প্রচলিত থেকে যায়। — [506, 519, 962, 722]
paragraph: বাংলায় প্রায় ৪৭৫ বছর আগে চালু হওয়া অনার্য মুসলিম হিজরি সনভিত্তিক বঙ্গাব্দের পূর্বে ২০০০ বছরের আগে চালু করা হিন্দু আর্য ভারতীয় বিক্রমী সনের ওপরে বর্ণিত সংক্ষিপ্ত ইতিহাস থেকে বোঝা যায়, ১৩৪২ সনে ইতিহাসে প্রথম বাংলা নামে একটি স্বাধীন ঐক্যবদ্ধ রাজ্য রূপে আবির্ভাবের সময় থেকেই বাংলা প্রধানতই একটি মুসলিম প্রধান জাতি হিসেবে প্রতিষ্ঠিত বলেই উপমহাদেশে পূর্ব থেকেই চলে আসা হিন্দু ধর্মীয় বিশ্বাসভিত্তিক সৌর সন গণনা রীতির জনগণের পক্ষে গ্রহণযোগ্য হতে পারে না। ফলেই হিজরি তা একটি মুসলিম 'সুলতানাৎ' হিসেবে। — [975, 309, 1431, 450]
article1-continuation: (৭-এর পাতার পর) — [36, 269, 145, 285]
paragraph: ইয়াফেসের অধিকতর জ্ঞানী ও প্রাজ্ঞ ভাই 'সাম', 'স্যাম', 'শাম', বা 'শ্যাম', বা 'শেম', বা 'সেম'-এর বংশধর, অর্থাৎ 'সেমেটিক', ও তাঁদের দ্বারা প্রভাবিত-সেই ভেতর দিনগুলোকে এঁদেরও আপনে দেবতুল্য বা পূজার্য রূপে গণ্য করা হয়নি। বরং সেমেটিক সেই সমাজ দিনগুলোকে নাম দেয় সংখ্যা দিয়ে, যেমন আরবিতে: 'আহাদ' (১ম), 'ইসনাইন' (২য়), 'সালাসা' (৩য়), 'আরবা' (৪র্থ), 'খামীস' (৫ম), 'সাবিত' (৬ষ্ঠ), 'সাবত্' (৭ম) ও সপ্তাহের শেষ দিন হিসেবে 'জুমআ' (সম্মিলনের দিন) আর 'সাবত' শব্দ উচ্চারিত হয় সেবায় এর বিশ্রাম-পর্ব হিসেবে 'সাবথ'। — [506, 1371, 962, 1512]
date-english: Wednesday 15 April 2026 — [344, 26, 644, 54]
paragraph: হিন্দু ও বৌদ্ধ সমাজে প্রচলিত এই সৌর বর্ষপঞ্জিকা অনুযায়ী বছরের প্রথম মাস ছিল অগ্রহায়ণ, অর্থাৎ 'অগ্র' বা প্রথম 'হায়ণ' বা বছর। বাংলায় ফসল ঘরে তোলার মাস হিসেবে অগ্রহায়ণকেই বছরের শুরু ধরা হতো। কিন্তু বঙ্গাব্দ প্রবর্তনের পর নতুন সন গণনা শুরু হয় বৈশাখ থেকে। — [506, 2203, 962, 2281]
paragraph: এ কারণেই ৯৬৩ হিজরি সনকে ভিত্তি ধরে চালু হওয়া বঙ্গাব্দ তার সূচনালগ্নে হিজরি সনের সমান ছিল, আর পরবর্তীতে সৌর গণনার কারণে ধীরে ধীরে হিজরি সন থেকে পিছিয়ে পড়েছে। আজকের বাংলা সনের সঙ্গে হিজরি সনের বছর সংখ্যার যে ব্যবধান দেখা যায়, তা এই দুই গণনা পদ্ধতির পার্থক্যেরই ফল। — [506, 2494, 962, 2573]
paragraph: আজকের পৃথিবীতে কেউ তার নিজস্ব জাতিগোষ্ঠী বা অ্যাথনিক পরিচয় গর্বের সঙ্গে দেয় না। হিটলারের অ্যাথনিক শ্রেষ্ঠত্বের বড়াইকে সেভাবে অভিজ্ঞতা পৃথিবী প্রত্যক্ষ করেছে, এরপর এ ধরনের অ্যাথনিক পরিচয় বিপজ্জনকই শুধু নয়, রীতিমতো অনেকের কাছে লজ্জার কারণও হয়ে দাঁড়িয়েছে। — [36, 481, 492, 560]
